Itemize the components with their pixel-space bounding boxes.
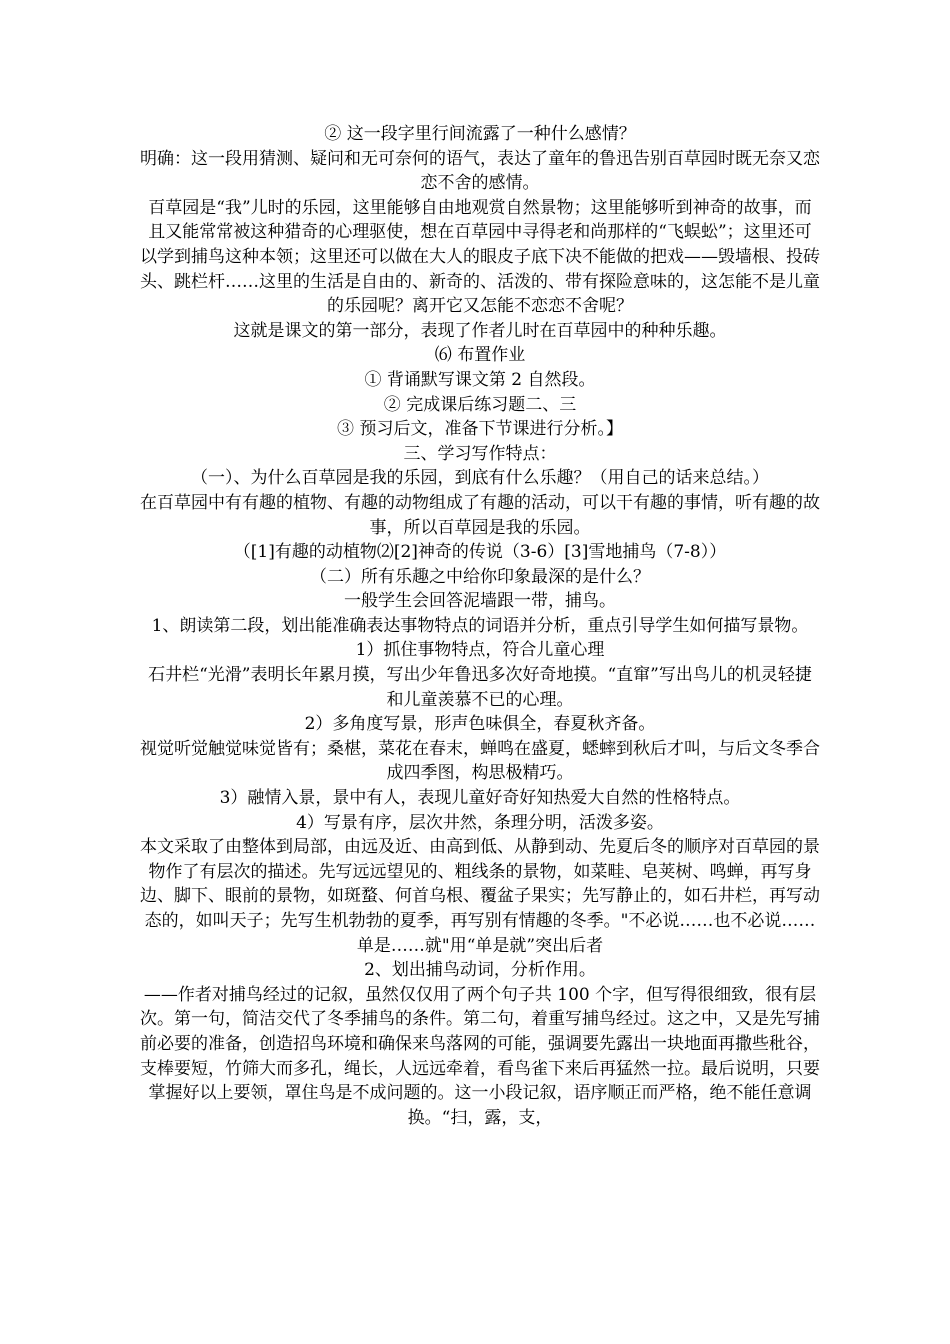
heading-homework: ⑹ 布置作业	[434, 345, 526, 366]
homework-item-1: ① 背诵默写课文第 2 自然段。	[364, 369, 596, 390]
paragraph-outline: （[1]有趣的动植物⑵[2]神奇的传说（3-6）[3]雪地捕鸟（7-8））	[233, 542, 727, 563]
point-2: 2）多角度写景，形声色味俱全，春夏秋齐备。	[304, 714, 656, 735]
answer-why-paradise: 在百草园中有有趣的植物、有趣的动物组成了有趣的活动，可以干有趣的事情，听有趣的故事，所以百草园是我的乐园。	[140, 492, 820, 538]
paragraph-baicaoyuan-paradise: 百草园是“我”儿时的乐园，这里能够自由地观赏自然景物；这里能够听到神奇的故事，而且又能常常被这种猎奇的心理驱使，想在百草园中寻得老和尚那样的“飞蜈蚣”；这里还可以学到捕鸟这种本领；这里还可以做在大人的眼皮子底下决不能做的把戏——毁墙根、投砖头、跳栏杆……这里的生活是自由的、新奇的、活泼的、带有探险意味的，这怎能不是儿童的乐园呢？离开它又怎能不恋恋不舍呢？	[140, 197, 820, 317]
point-1: 1）抓住事物特点，符合儿童心理	[355, 640, 605, 661]
homework-item-2: ② 完成课后练习题二、三	[383, 394, 577, 415]
point-2-explanation: 视觉听觉触觉味觉皆有；桑椹，菜花在春末，蝉鸣在盛夏，蟋蟀到秋后才叫，与后文冬季合成四季图，构思极精巧。	[140, 738, 820, 784]
answer-deepest-impression: 一般学生会回答泥墙跟一带，捕鸟。	[344, 591, 616, 612]
paragraph-bird-catching-analysis: ——作者对捕鸟经过的记叙，虽然仅仅用了两个句子共 100 个字，但写得很细致，很有层次。第一句，简洁交代了冬季捕鸟的条件。第二句，着重写捕鸟经过。这之中，又是先写捕前必要的准备，创造招鸟环境和确保来鸟落网的可能，强调要先露出一块地面再撒些秕谷，支棒要短，竹筛大而多孔，绳长，人远远牵着，看鸟雀下来后再猛然一拉。最后说明，只要掌握好以上要领，罩住鸟是不成问题的。这一小段记叙，语序顺正而严格，绝不能任意调换。“扫，露，支，	[140, 984, 820, 1128]
paragraph-question-2: ② 这一段字里行间流露了一种什么感情？	[324, 124, 636, 144]
question-deepest-impression: （二）所有乐趣之中给你印象最深的是什么？	[310, 566, 650, 587]
heading-writing-features: 三、学习写作特点：	[403, 443, 557, 464]
homework-item-3: ③ 预习后文，准备下节课进行分析。】	[337, 419, 623, 440]
point-3: 3）融情入景，景中有人，表现儿童好奇好知热爱大自然的性格特点。	[219, 788, 741, 809]
paragraph-part-one-summary: 这就是课文的第一部分，表现了作者儿时在百草园中的种种乐趣。	[233, 320, 727, 341]
task-2-bird-catching-verbs: 2、划出捕鸟动词，分析作用。	[364, 960, 596, 981]
point-1-explanation: 石井栏“光滑”表明长年累月摸，写出少年鲁迅多次好奇地摸。“直窜”写出鸟儿的机灵轻捷和儿童羡慕不已的心理。	[148, 665, 812, 710]
question-why-paradise: （一）、为什么百草园是我的乐园，到底有什么乐趣？（用自己的话来总结。）	[191, 468, 769, 489]
point-4: 4）写景有序，层次井然，条理分明，活泼多姿。	[296, 812, 664, 833]
task-1-read-second-section: 1、朗读第二段，划出能准确表达事物特点的词语并分析，重点引导学生如何描写景物。	[151, 615, 809, 636]
paragraph-description-order: 本文采取了由整体到局部，由远及近、由高到低、从静到动、先夏后冬的顺序对百草园的景物作了有层次的描述。先写远远望见的、粗线条的景物，如菜畦、皂荚树、鸣蝉，再写身边、脚下、眼前的景物，如斑蝥、何首乌根、覆盆子果实；先写静止的，如石井栏，再写动态的，如叫天子；先写生机勃勃的夏季，再写别有情趣的冬季。"不必说……也不必说……单是……就"用“单是就”突出后者	[140, 837, 820, 956]
paragraph-answer: 明确：这一段用猜测、疑问和无可奈何的语气，表达了童年的鲁迅告别百草园时既无奈又恋恋不舍的感情。	[140, 148, 820, 194]
document-body	[140, 122, 820, 1130]
